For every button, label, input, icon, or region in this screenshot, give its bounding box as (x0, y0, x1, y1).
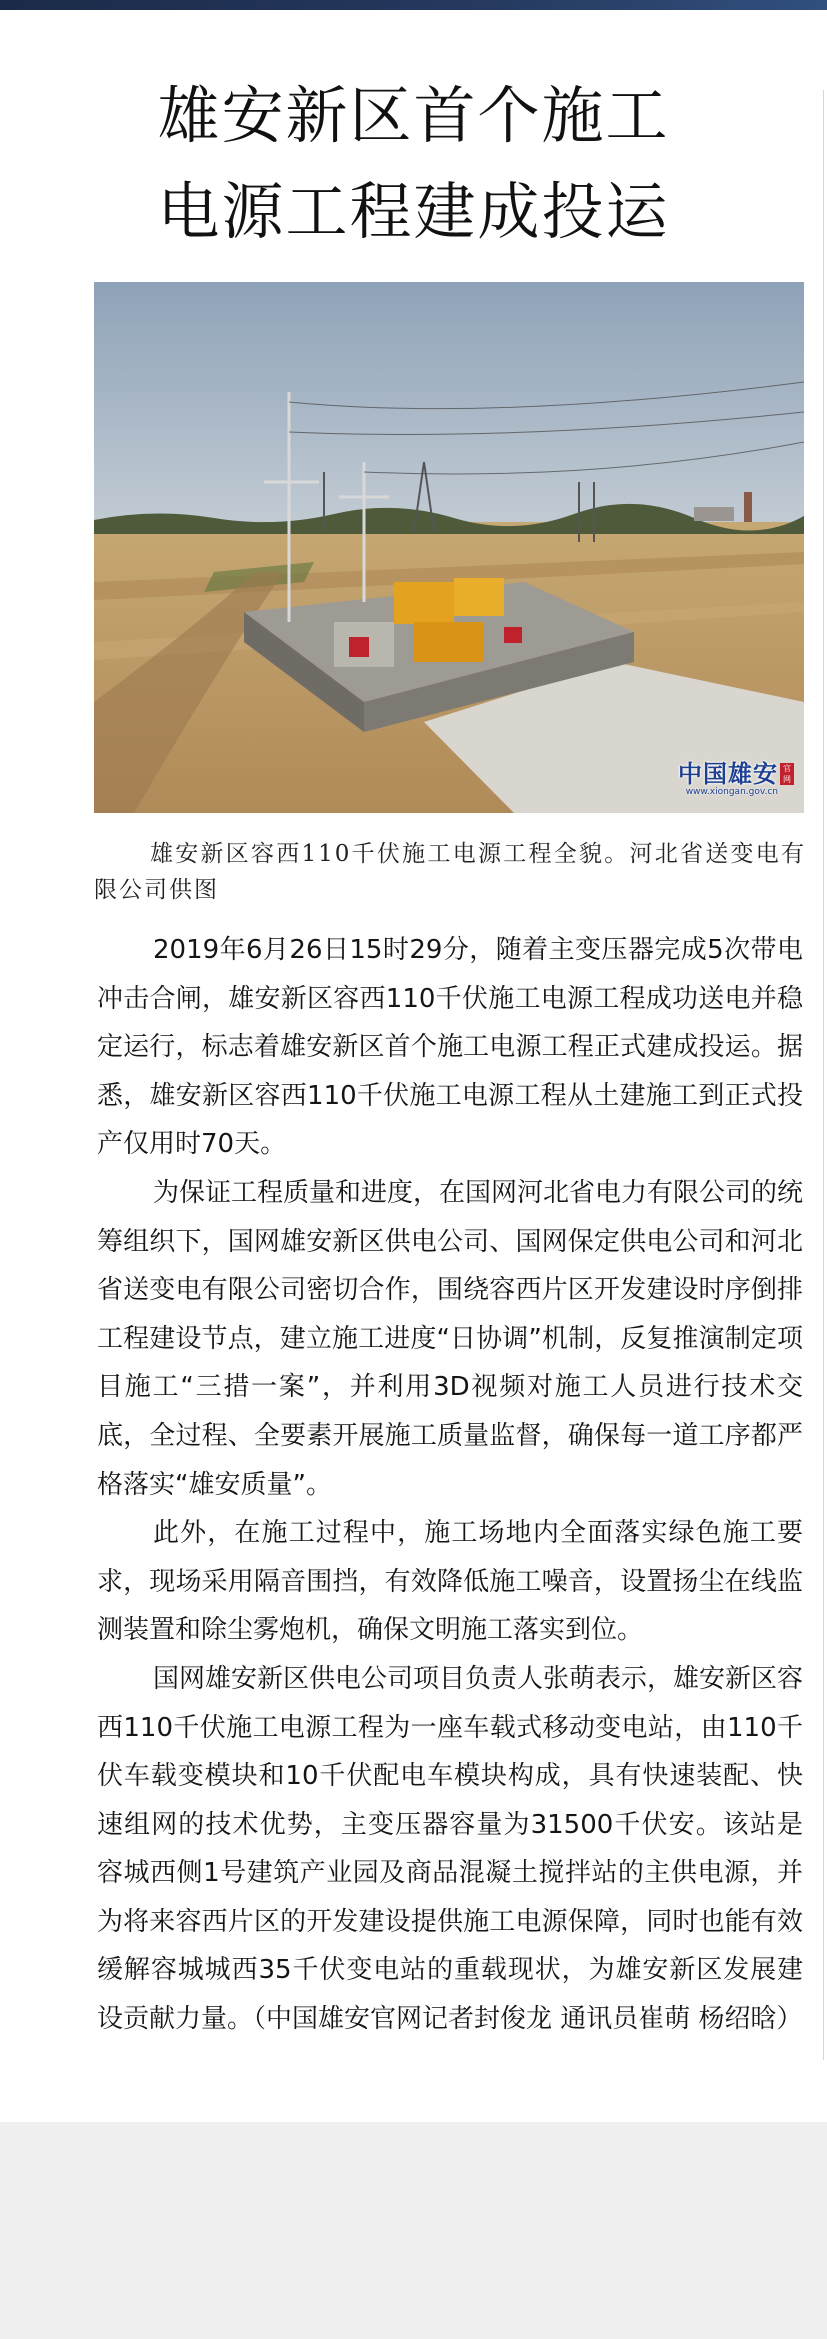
headline-line-1: 雄安新区首个施工 (157, 79, 670, 152)
xiongan-logo-text: 中国雄安 (678, 759, 778, 788)
article-headline (0, 68, 827, 260)
article-paragraph: 国网雄安新区供电公司项目负责人张萌表示，雄安新区容西110千伏施工电源工程为一座车载式移动变电站，由110千伏车载变模块和10千伏配电车模块构成，具有快速装配、快速组网的技术优势，主变压器容量为31500千伏安。该站是容城西侧1号建筑产业园及商品混凝土搅拌站的主供电源，并为将来容西片区的开发建设提供施工电源保障，同时也能有效缓解容城城西35千伏变电站的重载现状，为雄安新区发展建设贡献力量。（中国雄安官网记者封俊龙 通讯员崔萌 杨绍晗） (97, 1663, 804, 2035)
photo-caption: 雄安新区容西110千伏施工电源工程全貌。河北省送变电有限公司供图 (94, 841, 806, 903)
right-border-rule (823, 90, 824, 2060)
article-paragraph: 此外，在施工过程中，施工场地内全面落实绿色施工要求，现场采用隔音围挡，有效降低施工噪音，设置扬尘在线监测装置和除尘雾炮机，确保文明施工落实到位。 (97, 1518, 803, 1646)
article-paragraph: 为保证工程质量和进度，在国网河北省电力有限公司的统筹组织下，国网雄安新区供电公司、国网保定供电公司和河北省送变电有限公司密切合作，围绕容西片区开发建设时序倒排工程建设节点，建立施工进度“日协调”机制，反复推演制定项目施工“三措一案”，并利用3D视频对施工人员进行技术交底，全过程、全要素开展施工质量监督，确保每一道工序都严格落实“雄安质量”。 (97, 1177, 804, 1500)
substation-photo (94, 282, 804, 813)
watermark-seal: 官网 (780, 763, 794, 785)
headline-line-2: 电源工程建成投运 (157, 175, 670, 248)
article-paragraph: 2019年6月26日15时29分，随着主变压器完成5次带电冲击合闸，雄安新区容西110千伏施工电源工程成功送电并稳定运行，标志着雄安新区首个施工电源工程正式建成投运。据悉，雄安新区容西110千伏施工电源工程从土建施工到正式投产仅用时70天。 (97, 935, 803, 1160)
watermark-url: www.xiongan.gov.cn (685, 787, 778, 797)
top-banner-bar (0, 0, 827, 10)
substation-aerial-illustration (94, 282, 804, 813)
photo-watermark (674, 761, 794, 801)
article-body (97, 926, 803, 2044)
